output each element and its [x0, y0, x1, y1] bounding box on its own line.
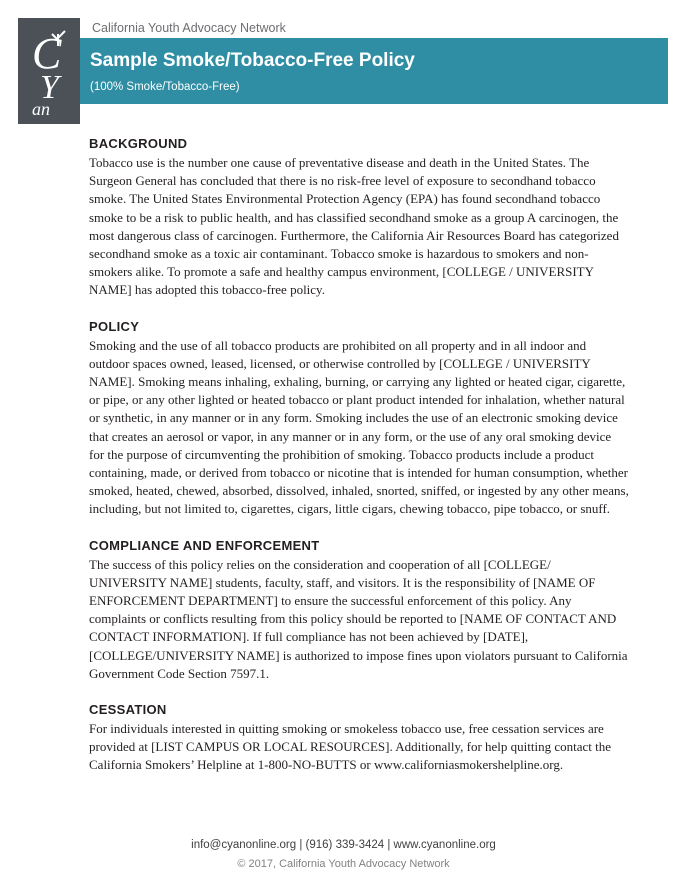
section-text: Smoking and the use of all tobacco products are prohibited on all property and in all indoor and outdoor spaces owned, leased, licensed, or otherwise controlled by [COLLEGE / UNIVERSITY NAME]. Smoking means inhaling, exhaling, burning, or carrying any lighted or heated cigar, cigarette, or pipe, or any other lighted or heated tobacco or plant product intended for inhalation, whether natural or synthetic, in any manner or in any form. Smoking includes the use of an electronic smoking device that creates an aerosol or vapor, in any manner or in any form, or the use of any oral smoking device for the purpose of circumventing the prohibition of smoking. Tobacco products include a product containing, made, or derived from tobacco or nicotine that is intended for human consumption, whether smoked, heated, chewed, absorbed, dissolved, inhaled, snorted, sniffed, or ingested by any other means, including, but not limited to, cigarettes, cigars, little cigars, chewing tobacco, pipe tobacco, or snuff.	[89, 337, 629, 517]
section-cessation	[89, 702, 629, 775]
document-subtitle: (100% Smoke/Tobacco-Free)	[90, 81, 240, 93]
cyan-logo	[18, 18, 80, 124]
section-heading: COMPLIANCE AND ENFORCEMENT	[89, 537, 320, 553]
title-banner	[80, 38, 668, 104]
footer-copyright: © 2017, California Youth Advocacy Network	[237, 858, 450, 870]
section-text: For individuals interested in quitting smoking or smokeless tobacco use, free cessation services are provided at [LIST CAMPUS OR LOCAL RESOURCES]. Additionally, for help quitting contact the California Smokers’ Helpline at 1-800-NO-BUTTS or www.californiasmokershelpline.org.	[89, 721, 612, 773]
section-policy	[89, 319, 629, 519]
svg-text:Y: Y	[40, 69, 59, 106]
svg-text:an: an	[32, 99, 50, 119]
section-heading: BACKGROUND	[89, 136, 188, 151]
section-heading: CESSATION	[89, 702, 167, 718]
footer-contact: info@cyanonline.org | (916) 339-3424 | www.cyanonline.org	[191, 839, 496, 851]
svg-text:C: C	[32, 29, 62, 78]
section-text: The success of this policy relies on the consideration and cooperation of all [COLLEGE/ UNIVERSITY NAME] students, faculty, staff, and visitors. It is the responsibility of [NAME OF ENFORCEMENT DEPARTMENT] to ensure the successful enforcement of this policy. Any complaints or conflicts resulting from this policy should be reported to [NAME OF CONTACT AND CONTACT INFORMATION]. If full compliance has not been achieved by [DATE], [COLLEGE/UNIVERSITY NAME] is authorized to impose fines upon violators pursuant to California Government Code Section 7597.1.	[89, 556, 628, 681]
section-text: Tobacco use is the number one cause of preventative disease and death in the United States. The Surgeon General has concluded that there is no risk-free level of exposure to secondhand tobacco smoke. The United States Environmental Protection Agency (EPA) has found secondhand tobacco smoke to be a risk to public health, and has classified secondhand smoke as a group A carcinogen, the most dangerous class of carcinogen. Furthermore, the California Air Resources Board has categorized secondhand smoke as a toxic air contaminant. Tobacco smoke is hazardous to smokers and non-smokers alike. To promote a safe and healthy campus environment, [COLLEGE / UNIVERSITY NAME] has adopted this tobacco-free policy.	[89, 155, 619, 298]
section-compliance	[89, 538, 629, 683]
organization-name: California Youth Advocacy Network	[92, 21, 286, 35]
document-title: Sample Smoke/Tobacco-Free Policy	[90, 50, 415, 71]
cyan-logo-mark	[18, 18, 80, 124]
policy-body	[89, 136, 629, 794]
section-heading: POLICY	[89, 318, 140, 334]
section-background	[89, 136, 629, 300]
